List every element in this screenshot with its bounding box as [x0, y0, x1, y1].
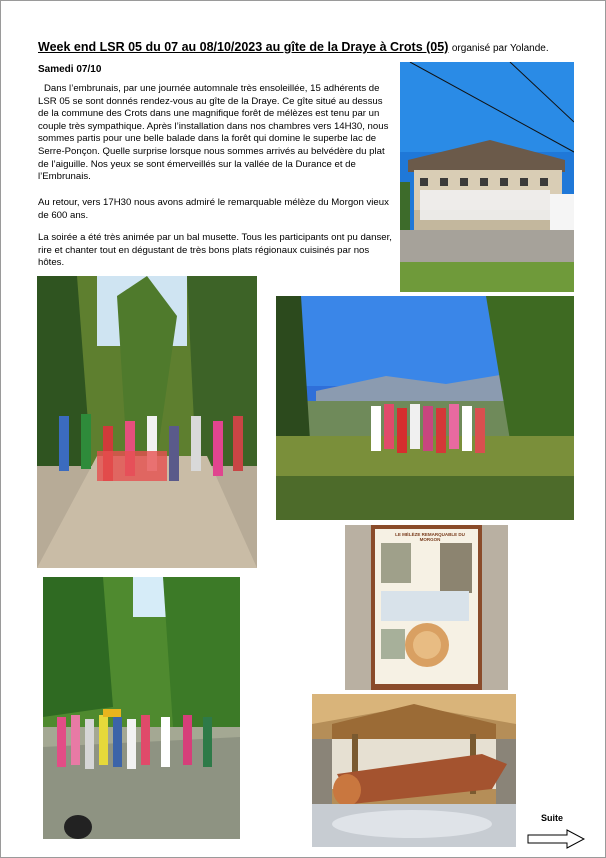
arrow-right-icon[interactable] [527, 829, 585, 849]
paragraph-arrival: Dans l’embrunais, par une journée automnale très ensoleillée, 15 adhérents de LSR 05 se sont donnés rendez-vous au gîte de la Draye. Ce gîte situé au dessus de la commune des Crots dans une magnifique forêt de mélèzes est tenu par un couple très sympathique. Après l’installation dans nos chambres vers 14H30, nous sommes partis pour une belle balade dans la forêt qui domine le superbe lac de Serre-Ponçon. Quelle surprise lorsque nous sommes arrivés au belvédère du plat de l’aiguille. Nos yeux se sont émerveillés sur la vallée de la Durance et de l’Embrunais. [38, 83, 389, 183]
photo-group-signpost [43, 577, 240, 839]
sign-title: LE MÉLÈZE REMARQUABLE DU MORGON [395, 532, 465, 542]
photo-group-forest-path [37, 276, 257, 568]
photo-group-belvedere [276, 296, 574, 520]
paragraph-return: Au retour, vers 17H30 nous avons admiré le remarquable mélèze du Morgon vieux de 600 ans. [38, 197, 389, 221]
title-main: Week end LSR 05 du 07 au 08/10/2023 au gîte de la Draye à Crots (05) [38, 40, 449, 54]
page-title [38, 40, 568, 54]
paragraph-evening: La soirée a été très animée par un bal musette. Tous les participants ont pu danser, rire et chanter tout en dégustant de très bons plats régionaux cuisinés par nos hôtes. [38, 232, 392, 269]
photo-carved-larch-log [312, 694, 516, 847]
next-page-label[interactable]: Suite [541, 813, 564, 823]
photo-gite-building [400, 62, 574, 292]
photo-meleze-sign [345, 525, 508, 690]
title-organizer: organisé par Yolande. [451, 43, 549, 54]
section-heading: Samedi 07/10 [38, 64, 102, 75]
